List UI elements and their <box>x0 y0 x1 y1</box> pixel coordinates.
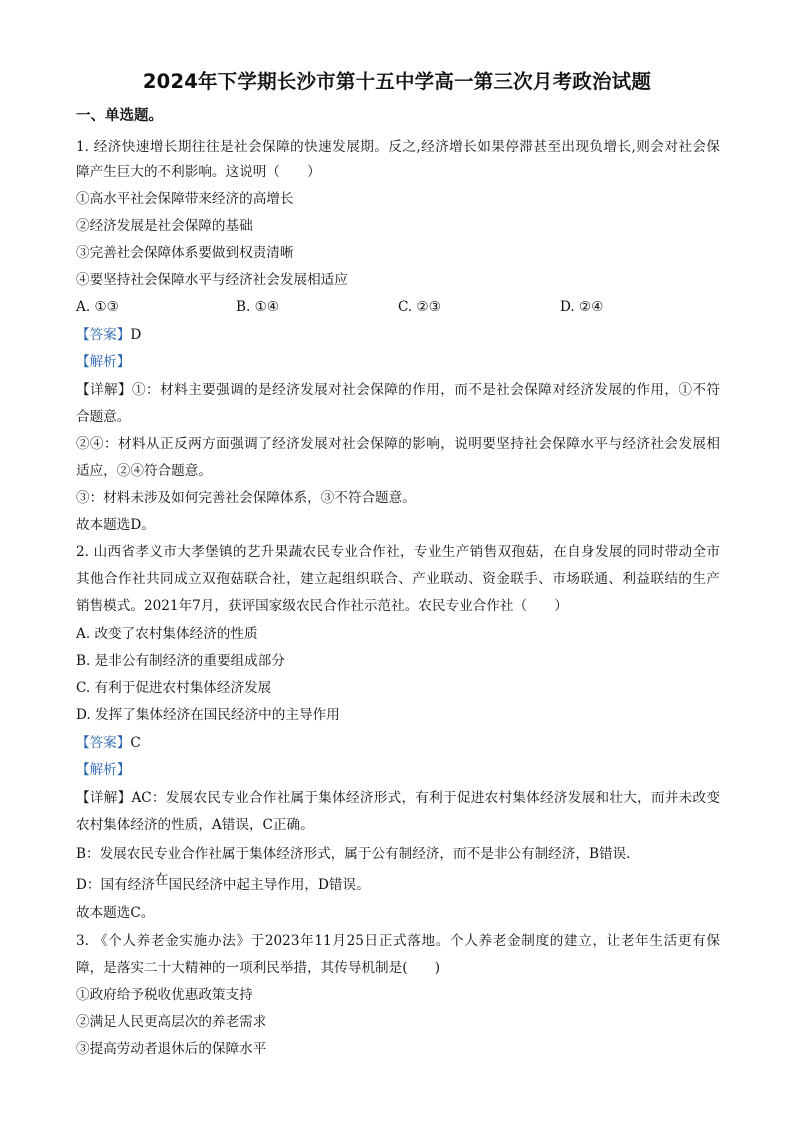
q3-stem-line: 障，是落实二十大精神的一项利民举措，其传导机制是( ) <box>76 960 441 976</box>
q1-analysis-tag <box>76 353 130 371</box>
q1-option-d: D. ②④ <box>560 299 604 315</box>
q1-detail-line: 合题意。 <box>76 409 131 425</box>
analysis-tag: 【解析】 <box>76 354 131 370</box>
analysis-tag: 【解析】 <box>76 762 131 778</box>
q1-item: ④要坚持社会保障水平与经济社会发展相适应 <box>76 272 348 288</box>
q2-option-b: B. 是非公有制经济的重要组成部分 <box>76 653 285 669</box>
q3-item: ②满足人民更高层次的养老需求 <box>76 1014 267 1030</box>
detail-text: AC：发展农民专业合作社属于集体经济形式，有利于促进农村集体经济发展和壮大，而并未改变 <box>131 790 721 806</box>
q2-analysis-tag <box>76 761 130 779</box>
q2-stem-line: 2. 山西省孝义市大孝堡镇的艺升果蔬农民专业合作社，专业生产销售双孢菇，在自身发展的同时带动全市 <box>76 544 720 560</box>
answer-tag: 【答案】 <box>76 327 131 343</box>
answer-value: D <box>130 327 142 343</box>
q1-stem-line: 1. 经济快速增长期往往是社会保障的快速发展期。反之,经济增长如果停滞甚至出现负增长,则会对社会保 <box>76 139 720 155</box>
answer-value: C <box>130 735 141 751</box>
q2-answer <box>76 734 141 752</box>
q2-option-d: D. 发挥了集体经济在国民经济中的主导作用 <box>76 707 340 723</box>
q2-detail-line: 农村集体经济的性质，A错误，C正确。 <box>76 817 314 833</box>
q2-detail-line <box>76 872 370 894</box>
q1-option-b: B. ①④ <box>236 299 280 315</box>
q1-stem-line: 障产生巨大的不利影响。这说明（ ） <box>76 164 321 180</box>
q2-detail-line: 故本题选C。 <box>76 905 155 921</box>
detail-text: ①：材料主要强调的是经济发展对社会保障的作用，而不是社会保障对经济发展的作用，①不符 <box>132 382 721 398</box>
q3-item: ③提高劳动者退休后的保障水平 <box>76 1041 267 1057</box>
q1-item: ①高水平社会保障带来经济的高增长 <box>76 191 294 207</box>
section-heading: 一、单选题。 <box>76 108 163 124</box>
q3-item: ①政府给予税收优惠政策支持 <box>76 987 253 1003</box>
q1-option-a: A. ①③ <box>76 299 119 315</box>
q1-detail-line: ②④：材料从正反两方面强调了经济发展对社会保障的影响，说明要坚持社会保障水平与经济社会发展相 <box>76 436 720 452</box>
q2-stem-line: 销售模式。2021年7月，获评国家级农民合作社示范社。农民专业合作社（ ） <box>76 598 568 614</box>
detail-tag: 【详解】 <box>76 790 132 806</box>
detail-tag: 【详解】 <box>76 382 133 398</box>
answer-tag: 【答案】 <box>76 735 131 751</box>
q2-detail-line <box>76 789 720 807</box>
q1-answer <box>76 326 141 344</box>
q1-item: ③完善社会保障体系要做到权责清晰 <box>76 245 294 261</box>
q3-stem-line: 3. 《个人养老金实施办法》于2023年11月25日正式落地。个人养老金制度的建立，让老年生活更有保 <box>76 933 720 949</box>
q2-detail-line: B：发展农民专业合作社属于集体经济形式，属于公有制经济，而不是非公有制经济，B错误. <box>76 846 631 862</box>
detail-text: 国民经济中起主导作用，D错误。 <box>168 877 370 893</box>
detail-text: D：国有经济 <box>76 877 155 893</box>
page-title: 2024年下学期长沙市第十五中学高一第三次月考政治试题 <box>142 70 652 93</box>
q1-detail-line: 故本题选D。 <box>76 517 155 533</box>
q2-option-a: A. 改变了农村集体经济的性质 <box>76 626 258 642</box>
q2-option-c: C. 有利于促进农村集体经济发展 <box>76 680 272 696</box>
q2-stem-line: 其他合作社共同成立双孢菇联合社，建立起组织联合、产业联动、资金联手、市场联通、利益联结的生产 <box>76 571 720 587</box>
q1-detail-line <box>76 381 720 399</box>
q1-item: ②经济发展是社会保障的基础 <box>76 218 253 234</box>
q1-option-c: C. ②③ <box>398 299 441 315</box>
q1-detail-line: 适应，②④符合题意。 <box>76 463 212 479</box>
q1-detail-line: ③：材料未涉及如何完善社会保障体系，③不符合题意。 <box>76 490 416 506</box>
detail-raised-char: 在 <box>154 872 169 888</box>
